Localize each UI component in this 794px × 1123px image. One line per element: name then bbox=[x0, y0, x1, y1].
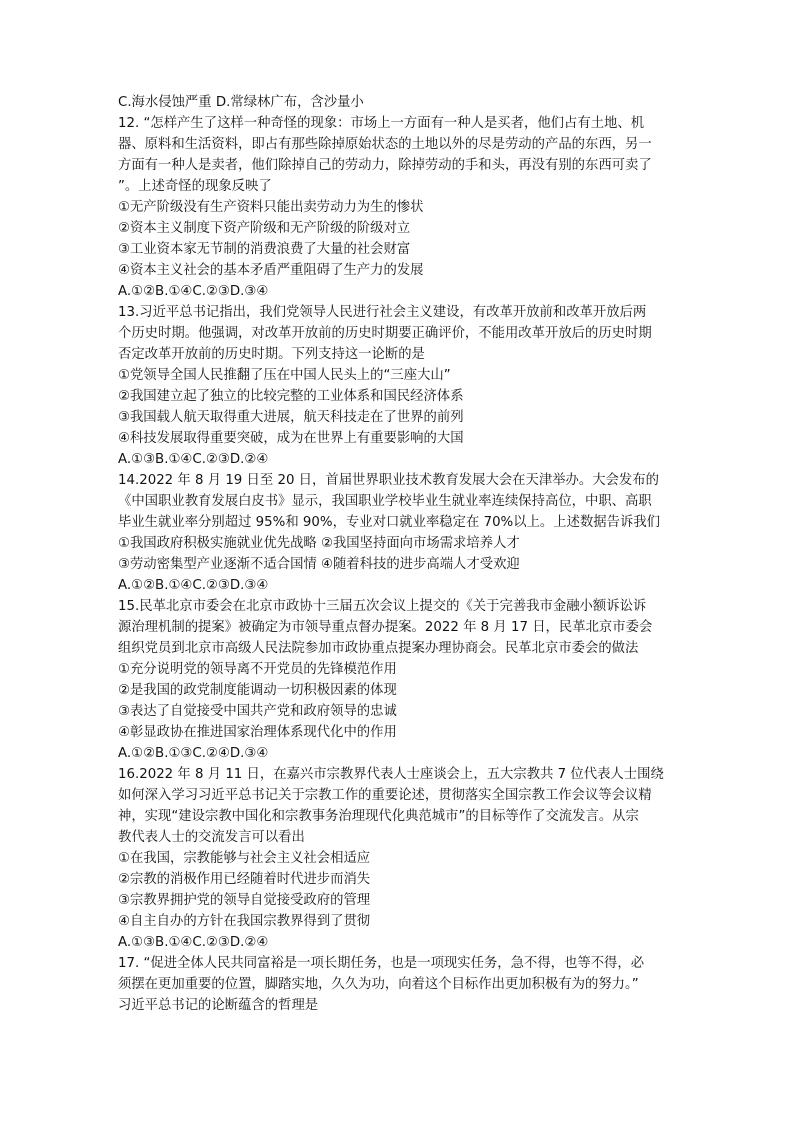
text-line: ②是我国的政党制度能调动一切积极因素的体现 bbox=[118, 683, 397, 698]
text-line: 《中国职业教育发展白皮书》显示，我国职业学校毕业生就业率连续保持高位，中职、高职 bbox=[118, 494, 652, 509]
question-text bbox=[118, 92, 680, 1016]
text-line: ③工业资本家无节制的消费浪费了大量的社会财富 bbox=[118, 242, 411, 257]
text-line: A.①②B.①④C.②③D.③④ bbox=[118, 578, 269, 593]
text-line: 毕业生就业率分别超过 95%和 90%，专业对口就业率稳定在 70%以上。上述数据告诉我们 bbox=[118, 515, 661, 530]
text-line: 方面有一种人是卖者，他们除掉自己的劳动力，除掉劳动的手和头，再没有别的东西可卖了 bbox=[118, 158, 652, 173]
text-line: 17. “促进全体人民共同富裕是一项长期任务，也是一项现实任务，急不得，也等不得，必 bbox=[118, 956, 645, 971]
text-line: 教代表人士的交流发言可以看出 bbox=[118, 830, 305, 845]
text-line: 15.民革北京市委会在北京市政协十三届五次会议上提交的《关于完善我市金融小额诉讼诉 bbox=[118, 599, 647, 614]
text-line: ②资本主义制度下资产阶级和无产阶级的阶级对立 bbox=[118, 221, 411, 236]
exam-page bbox=[118, 92, 680, 1016]
text-line: ④资本主义社会的基本矛盾严重阻碍了生产力的发展 bbox=[118, 263, 424, 278]
text-line: 16.2022 年 8 月 11 日，在嘉兴市宗教界代表人士座谈会上，五大宗教共 7 位代表人士围绕 bbox=[118, 767, 664, 782]
text-line: 须摆在更加重要的位置，脚踏实地，久久为功，向着这个目标作出更加积极有为的努力。” bbox=[118, 977, 639, 992]
text-line: ③劳动密集型产业逐渐不适合国情 ④随着科技的进步高端人才受欢迎 bbox=[118, 557, 520, 572]
text-line: 14.2022 年 8 月 19 日至 20 日，首届世界职业技术教育发展大会在天津举办。大会发布的 bbox=[118, 473, 659, 488]
text-line: ”。上述奇怪的现象反映了 bbox=[118, 179, 272, 194]
text-line: ②宗教的消极作用已经随着时代进步而消失 bbox=[118, 872, 371, 887]
text-line: 12. “怎样产生了这样一种奇怪的现象：市场上一方面有一种人是买者，他们占有土地、机 bbox=[118, 116, 645, 131]
text-line: 器、原料和生活资料，即占有那些除掉原始状态的土地以外的尽是劳动的产品的东西，另一 bbox=[118, 137, 652, 152]
text-line: 如何深入学习习近平总书记关于宗教工作的重要论述，贯彻落实全国宗教工作会议等会议精 bbox=[118, 788, 652, 803]
text-line: 13.习近平总书记指出，我们党领导人民进行社会主义建设，有改革开放前和改革开放后两 bbox=[118, 305, 647, 320]
text-line: A.①③B.①④C.②③D.②④ bbox=[118, 935, 269, 950]
text-line: A.①②B.①③C.②④D.③④ bbox=[118, 746, 269, 761]
text-line: 源治理机制的提案》被确定为市领导重点督办提案。2022 年 8 月 17 日，民革北京市委会 bbox=[118, 620, 653, 635]
text-line: 否定改革开放前的历史时期。下列支持这一论断的是 bbox=[118, 347, 425, 362]
text-line: ①在我国，宗教能够与社会主义社会相适应 bbox=[118, 851, 371, 866]
text-line: 神，实现“建设宗教中国化和宗教事务治理现代化典范城市”的目标等作了交流发言。从宗 bbox=[118, 809, 639, 824]
text-line: ①充分说明党的领导离不开党员的先锋模范作用 bbox=[118, 662, 397, 677]
text-line: ①我国政府积极实施就业优先战略 ②我国坚持面向市场需求培养人才 bbox=[118, 536, 520, 551]
text-line: ②我国建立起了独立的比较完整的工业体系和国民经济体系 bbox=[118, 389, 464, 404]
text-line: ①无产阶级没有生产资料只能出卖劳动力为生的惨状 bbox=[118, 200, 424, 215]
text-line: ③我国载人航天取得重大进展，航天科技走在了世界的前列 bbox=[118, 410, 464, 425]
text-line: A.①②B.①④C.②③D.③④ bbox=[118, 284, 269, 299]
text-line: 个历史时期。他强调，对改革开放前的历史时期要正确评价，不能用改革开放后的历史时期 bbox=[118, 326, 652, 341]
text-line: ④自主自办的方针在我国宗教界得到了贯彻 bbox=[118, 914, 371, 929]
text-line: ④彰显政协在推进国家治理体系现代化中的作用 bbox=[118, 725, 397, 740]
text-line: ④科技发展取得重要突破，成为在世界上有重要影响的大国 bbox=[118, 431, 464, 446]
text-line: 习近平总书记的论断蕴含的哲理是 bbox=[118, 998, 319, 1013]
text-line: 组织党员到北京市高级人民法院参加市政协重点提案办理协商会。民革北京市委会的做法 bbox=[118, 641, 639, 656]
text-line: ①党领导全国人民推翻了压在中国人民头上的“三座大山” bbox=[118, 368, 451, 383]
text-line: ③表达了自觉接受中国共产党和政府领导的忠诚 bbox=[118, 704, 397, 719]
text-line: ③宗教界拥护党的领导自觉接受政府的管理 bbox=[118, 893, 371, 908]
text-line: C.海水侵蚀严重 D.常绿林广布，含沙量小 bbox=[118, 95, 364, 110]
text-line: A.①③B.①④C.②③D.②④ bbox=[118, 452, 269, 467]
